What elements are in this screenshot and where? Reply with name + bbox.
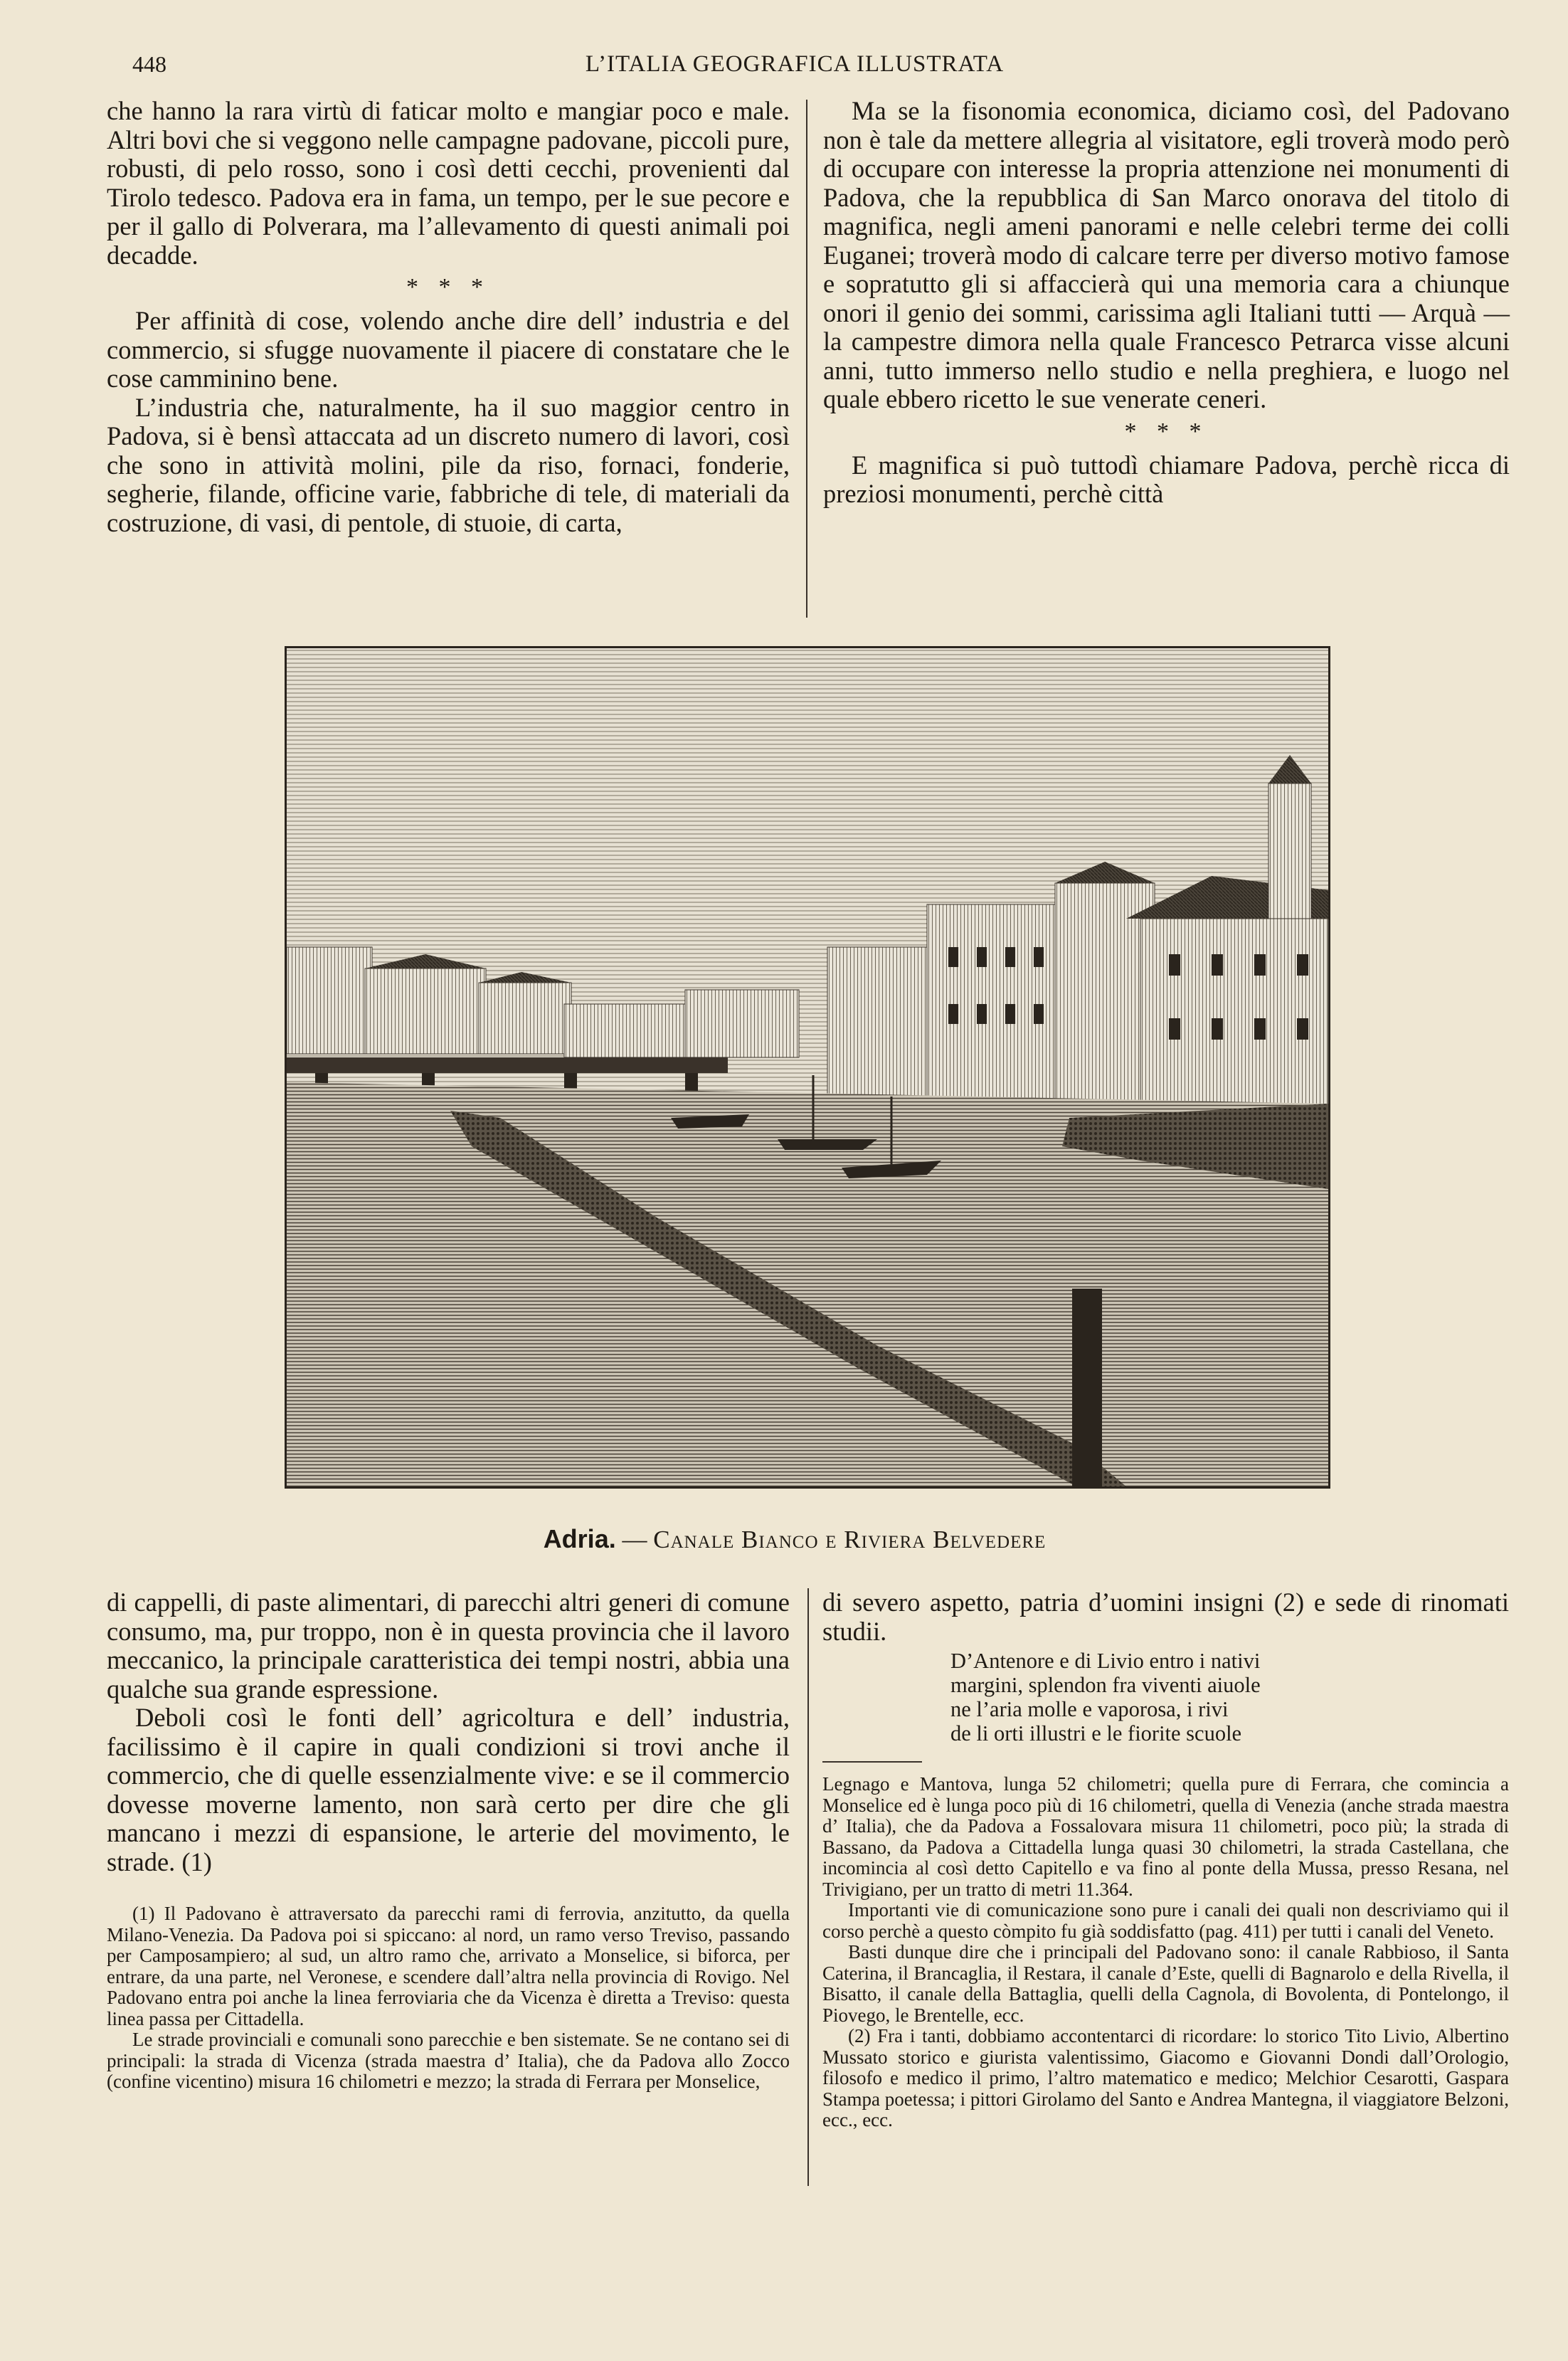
paragraph: E magnifica si può tuttodì chiamare Padova, perchè ricca di preziosi monumenti, perchè città <box>823 450 1510 508</box>
caption-place: Adria. <box>543 1524 616 1553</box>
footnote-rule <box>822 1761 922 1763</box>
caption-title: Canale Bianco e Riviera Belvedere <box>653 1526 1047 1553</box>
verse-line: ne l’aria molle e vaporosa, i rivi <box>950 1697 1229 1721</box>
figure-caption <box>0 1524 1568 1554</box>
paragraph: Deboli così le fonti dell’ agricoltura e dell’ industria, facilissimo è il capire in quali condizioni si trovi anche il commercio, che di quelle essenzialmente vive: e se il commercio dovesse moverne lamento, non sarà certo per dire che gli mancano i mezzi di espansione, le arterie del movimento, le strade. (1) <box>107 1703 790 1876</box>
bottom-right-column <box>822 1588 1509 2131</box>
footnote: Le strade provinciali e comunali sono parecchie e ben sistemate. Se ne contano sei di principali: la strada di Vicenza (strada maestra d’ Italia), che da Padova allo Zocco (confine vicentino) misura 16 chilometri e mezzo; la strada di Ferrara per Monselice, <box>107 2029 790 2092</box>
footnote: Legnago e Mantova, lunga 52 chilometri; quella pure di Ferrara, che comincia a Monselice ed è lunga poco più di 16 chilometri, quella di Venezia (anche strada maestra d’ Italia), che da Padova a Fossalovara misura 11 chilometri, poco più; la strada di Bassano, da Padova a Cittadella lunga quasi 30 chilometri, la strada Castellana, che incomincia al così detto Capitello e va fino al ponte della Mussa, presso Resana, nel Trivigiano, per un tratto di metri 11.364. <box>822 1773 1509 1900</box>
engraving-adria-canale-bianco <box>285 646 1330 1489</box>
engraving-artwork <box>287 648 1328 1486</box>
footnote: Importanti vie di comunicazione sono pure i canali dei quali non descriviamo qui il corso perchè a questo còmpito fu già soddisfatto (pag. 411) per tutti i canali del Veneto. <box>822 1899 1509 1942</box>
paragraph: Ma se la fisonomia economica, diciamo così, del Padovano non è tale da mettere allegria al visitatore, egli troverà modo però di occupare con interesse la propria attenzione nei monumenti di Padova, che la repubblica di San Marco onorava del titolo di magnifica, negli ameni panorami e nelle celebri terme dei colli Euganei; troverà modo di calcare terre per diverso motivo famose e sopratutto gli si affaccierà qui una memoria cara a chiunque onori il genio dei sommi, carissima agli Italiani tutti — Arquà — la campestre dimora nella quale Francesco Petrarca visse alcuni anni, tutto immerso nello studio e nella preghiera, e luogo nel quale ebbero ricetto le sue venerate ceneri. <box>823 96 1510 413</box>
verse-line: margini, splendon fra viventi aiuole <box>950 1673 1261 1697</box>
paragraph: Per affinità di cose, volendo anche dire dell’ industria e del commercio, si sfugge nuovamente il piacere di constatare che le cose camminino bene. <box>107 306 790 393</box>
footnote: Basti dunque dire che i principali del Padovano sono: il canale Rabbioso, il Santa Caterina, il Brancaglia, il Restara, il canale d’Este, quelli di Bagnarolo e della Rivella, il Bisatto, il canale della Battaglia, quelli della Cagnola, di Bovolenta, di Pontelongo, il Piovego, le Brentelle, ecc. <box>822 1941 1509 2026</box>
paragraph: di severo aspetto, patria d’uomini insigni (2) e sede di rinomati studii. <box>822 1588 1509 1646</box>
column-rule <box>807 1588 809 2186</box>
section-break: * * * <box>406 274 490 300</box>
verse-line: de li orti illustri e le fiorite scuole <box>950 1721 1242 1745</box>
section-break: * * * <box>1124 418 1209 445</box>
top-left-column <box>107 97 790 537</box>
column-rule <box>806 100 807 618</box>
running-head: L’ITALIA GEOGRAFICA ILLUSTRATA <box>585 51 1005 77</box>
paragraph: di cappelli, di paste alimentari, di parecchi altri generi di comune consumo, ma, pur troppo, non è in questa provincia che il lavoro meccanico, la principale caratteristica dei tempi nostri, abbia una qualche sua grande espressione. <box>107 1588 790 1704</box>
page-number: 448 <box>132 51 166 77</box>
paragraph: L’industria che, naturalmente, ha il suo maggior centro in Padova, si è bensì attaccata ad un discreto numero di lavori, così che sono in attività molini, pile da riso, fornaci, fonderie, segherie, filande, officine varie, fabbriche di tele, di materiali da costruzione, di vasi, di pentole, di stuoie, di carta, <box>107 392 790 537</box>
mooring-post <box>1072 1289 1102 1486</box>
caption-dash: — <box>622 1526 647 1553</box>
footnote: (2) Fra i tanti, dobbiamo accontentarci di ricordare: lo storico Tito Livio, Albertino Mussato storico e giurista valentissimo, Giacomo e Giovanni Dondi dall’Orologio, filosofo e medico il primo, l’altro matematico e medico; Melchior Cesarotti, Gaspara Stampa poetessa; i pittori Girolamo del Santo e Andrea Mantegna, il viaggiatore Belzoni, ecc., ecc. <box>822 2025 1509 2130</box>
bottom-left-column <box>107 1588 790 2093</box>
verse-quote <box>950 1649 1509 1745</box>
paragraph: che hanno la rara virtù di faticar molto e mangiar poco e male. Altri bovi che si veggono nelle campagne padovane, piccoli pure, robusti, di pelo rosso, sono i così detti cecchi, provenienti dal Tirolo tedesco. Padova era in fama, un tempo, per le sue pecore e per il gallo di Polverara, ma l’allevamento di questi animali poi decadde. <box>107 96 790 270</box>
verse-line: D’Antenore e di Livio entro i nativi <box>950 1649 1261 1673</box>
top-right-column <box>823 97 1510 509</box>
footnote: (1) Il Padovano è attraversato da parecchi rami di ferrovia, anzitutto, da quella Milano-Venezia. Da Padova poi si spiccano: al nord, un ramo verso Treviso, passando per Camposampiero; al sud, un altro ramo che, arrivato a Monselice, si biforca, per entrare, da una parte, nel Veronese, e scendere dall’altra nella provincia di Rovigo. Nel Padovano entra poi anche la linea ferroviaria che da Vicenza è diretta a Treviso: questa linea passa per Cittadella. <box>107 1903 790 2029</box>
